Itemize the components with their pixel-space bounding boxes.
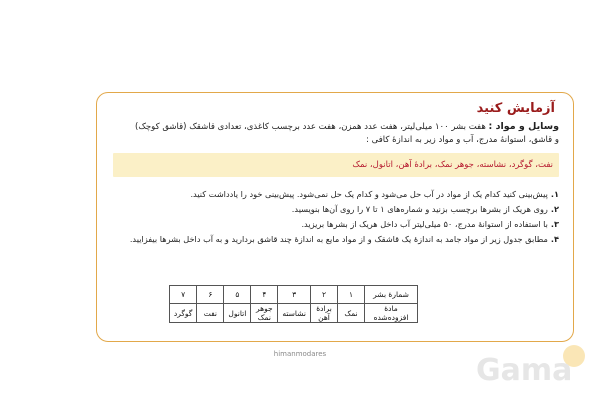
experiment-content <box>105 101 559 247</box>
step-text: روی هریک از بشرها برچسب بزنید و شماره‌های ۱ تا ۷ را روی آن‌ها بنویسید. <box>291 204 548 214</box>
tools-line2: و قاشق، استوانهٔ مدرج، آب و مواد زیر به اندازهٔ کافی : <box>366 135 559 145</box>
table-cell: گوگرد <box>169 304 197 323</box>
table-cell: ۵ <box>224 286 251 304</box>
materials-list: نفت، گوگرد، نشاسته، جوهر نمک، برادهٔ آهن، اتانول، نمک <box>352 160 553 170</box>
tools-paragraph <box>105 120 559 147</box>
table-cell: نمک <box>338 304 365 323</box>
table-cell: ۶ <box>197 286 224 304</box>
table-row <box>169 304 417 323</box>
step-number: ۴. <box>550 234 559 244</box>
step-text: پیش‌بینی کنید کدام یک از مواد در آب حل می‌شود و کدام یک حل نمی‌شود. پیش‌بینی خود را یادداشت کنید. <box>190 189 548 199</box>
step-item <box>105 187 559 202</box>
gama-logo-text: Gama <box>476 353 573 388</box>
step-number: ۲. <box>550 204 559 214</box>
steps-list <box>105 187 559 247</box>
table-cell: برادهٔ آهن <box>311 304 338 323</box>
experiment-card <box>96 92 574 342</box>
materials-box <box>113 153 559 177</box>
tools-label: وسایل و مواد : <box>488 121 559 132</box>
table-cell: ۳ <box>278 286 311 304</box>
table-header-cell: مادهٔ افزوده‌شده <box>365 304 418 323</box>
table-cell: جوهر نمک <box>251 304 278 323</box>
watermark-site: himanmodares <box>273 350 327 358</box>
experiment-title: آزمایش کنید <box>476 101 555 116</box>
table-cell: نشاسته <box>278 304 311 323</box>
step-item <box>105 202 559 217</box>
step-item <box>105 232 559 247</box>
gama-logo <box>470 340 590 390</box>
step-text: مطابق جدول زیر از مواد جامد به اندازهٔ یک قاشقک و از مواد مایع به اندازهٔ چند قاشق بردارید و به آب داخل بشرها بیفزایید. <box>129 234 548 244</box>
table-cell: اتانول <box>224 304 251 323</box>
table-cell: ۱ <box>338 286 365 304</box>
table-cell: ۴ <box>251 286 278 304</box>
step-number: ۱. <box>550 189 559 199</box>
table-cell: ۷ <box>169 286 197 304</box>
table-cell: ۲ <box>311 286 338 304</box>
table-header-cell: شمارهٔ بشر <box>365 286 418 304</box>
step-number: ۳. <box>550 219 559 229</box>
step-text: با استفاده از استوانهٔ مدرج، ۵۰ میلی‌لیتر آب داخل هریک از بشرها بریزید. <box>301 219 548 229</box>
table-row <box>169 286 417 304</box>
step-item <box>105 217 559 232</box>
tools-line1: هفت بشر ۱۰۰ میلی‌لیتر، هفت عدد همزن، هفت عدد برچسب کاغذی، تعدادی قاشقک (قاشق کوچک) <box>135 122 489 132</box>
table-cell: نفت <box>197 304 224 323</box>
beaker-table <box>169 285 418 323</box>
